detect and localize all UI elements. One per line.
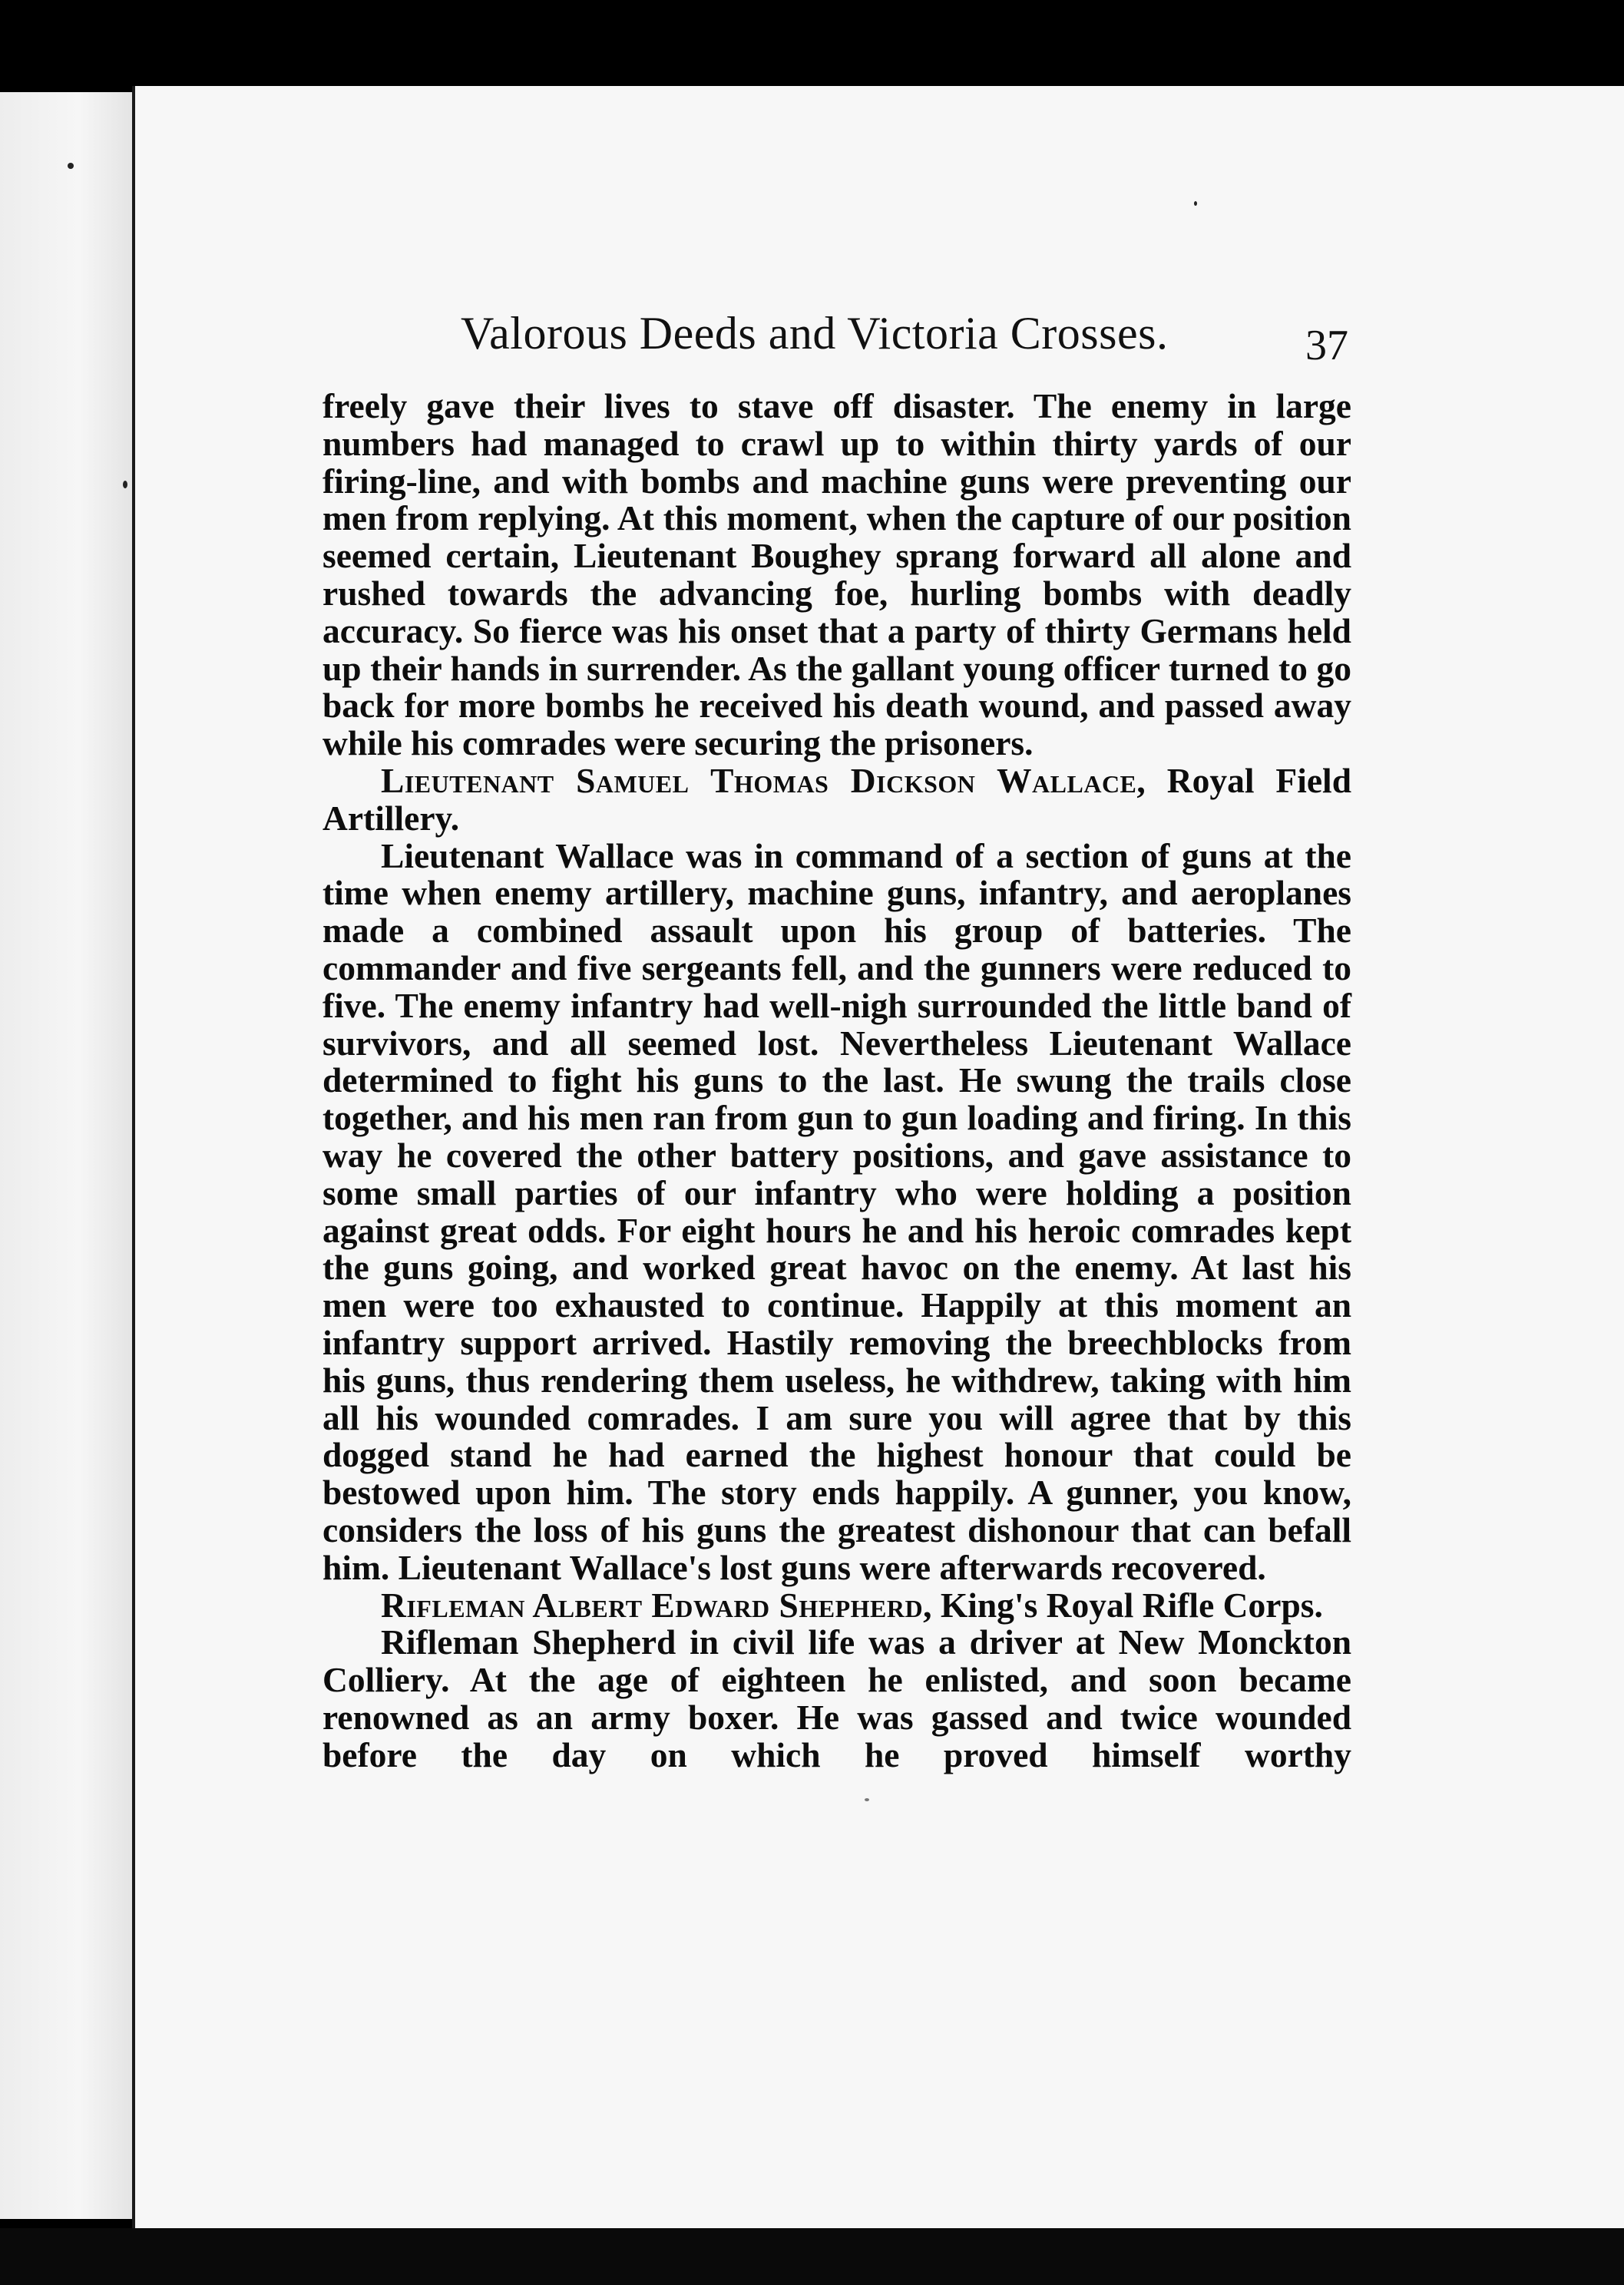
recipient-unit: , King's Royal Rifle Corps. — [923, 1585, 1323, 1625]
entry-heading-shepherd — [322, 1587, 1351, 1625]
running-head — [461, 307, 1351, 376]
scan-speck — [865, 1798, 869, 1801]
recipient-unit: , Royal Field Artillery. — [322, 760, 1352, 838]
scan-speck — [1194, 201, 1197, 206]
page-body — [322, 388, 1351, 1774]
page-number: 37 — [1305, 322, 1348, 369]
running-title: Valorous Deeds and Victoria Crosses. — [461, 308, 1169, 359]
paragraph-boughey-continued: freely gave their lives to stave off disaster. The enemy in large numbers had managed to crawl up to within thirty yards of our firing-line, and with bombs and machine guns were preventing our men from replying. At this moment, when the capture of our position seemed certain, Lieutenant Boughey sprang forward all alone and rushed towards the advancing foe, hurling bombs with deadly accuracy. So fierce was his onset that a party of thirty Germans held up their hands in surrender. As the gallant young officer turned to go back for more bombs he received his death wound, and passed away while his comrades were securing the prisoners. — [322, 386, 1351, 763]
paragraph-wallace: Lieutenant Wallace was in command of a section of guns at the time when enemy artillery, machine guns, infantry, and aeroplanes made a combined assault upon his group of batteries. The commander and five sergeants fell, and the gunners were reduced to five. The enemy infantry had well-nigh surrounded the little band of survivors, and all seemed lost. Nevertheless Lieutenant Wallace determined to fight his guns to the last. He swung the trails close together, and his men ran from gun to gun loading and firing. In this way he covered the other battery positions, and gave assistance to some small parties of our infantry who were holding a position against great odds. For eight hours he and his heroic comrades kept the guns going, and worked great havoc on the enemy. At last his men were too exhausted to continue. Happily at this moment an infantry support arrived. Hastily removing the breechblocks from his guns, thus rendering them useless, he withdrew, taking with him all his wounded comrades. I am sure you will agree that by this dogged stand he had earned the highest honour that could be bestowed upon him. The story ends happily. A gunner, you know, considers the loss of his guns the greatest dishonour that can befall him. Lieutenant Wallace's lost guns were afterwards recovered. — [322, 835, 1351, 1587]
entry-heading-wallace — [322, 762, 1351, 838]
recipient-name: Lieutenant Samuel Thomas Dickson Wallace — [381, 760, 1137, 800]
paragraph-shepherd: Rifleman Shepherd in civil life was a driver at New Monckton Colliery. At the age of eighteen he enlisted, and soon became renowned as an army boxer. He was gassed and twice wounded before the day on which he proved himself worthy — [322, 1622, 1351, 1774]
scan-border — [0, 2228, 1624, 2285]
scan-speck — [68, 163, 74, 169]
recipient-name: Rifleman Albert Edward Shepherd — [381, 1585, 924, 1625]
facing-page-edge — [0, 92, 132, 2219]
scan-speck — [123, 481, 127, 488]
